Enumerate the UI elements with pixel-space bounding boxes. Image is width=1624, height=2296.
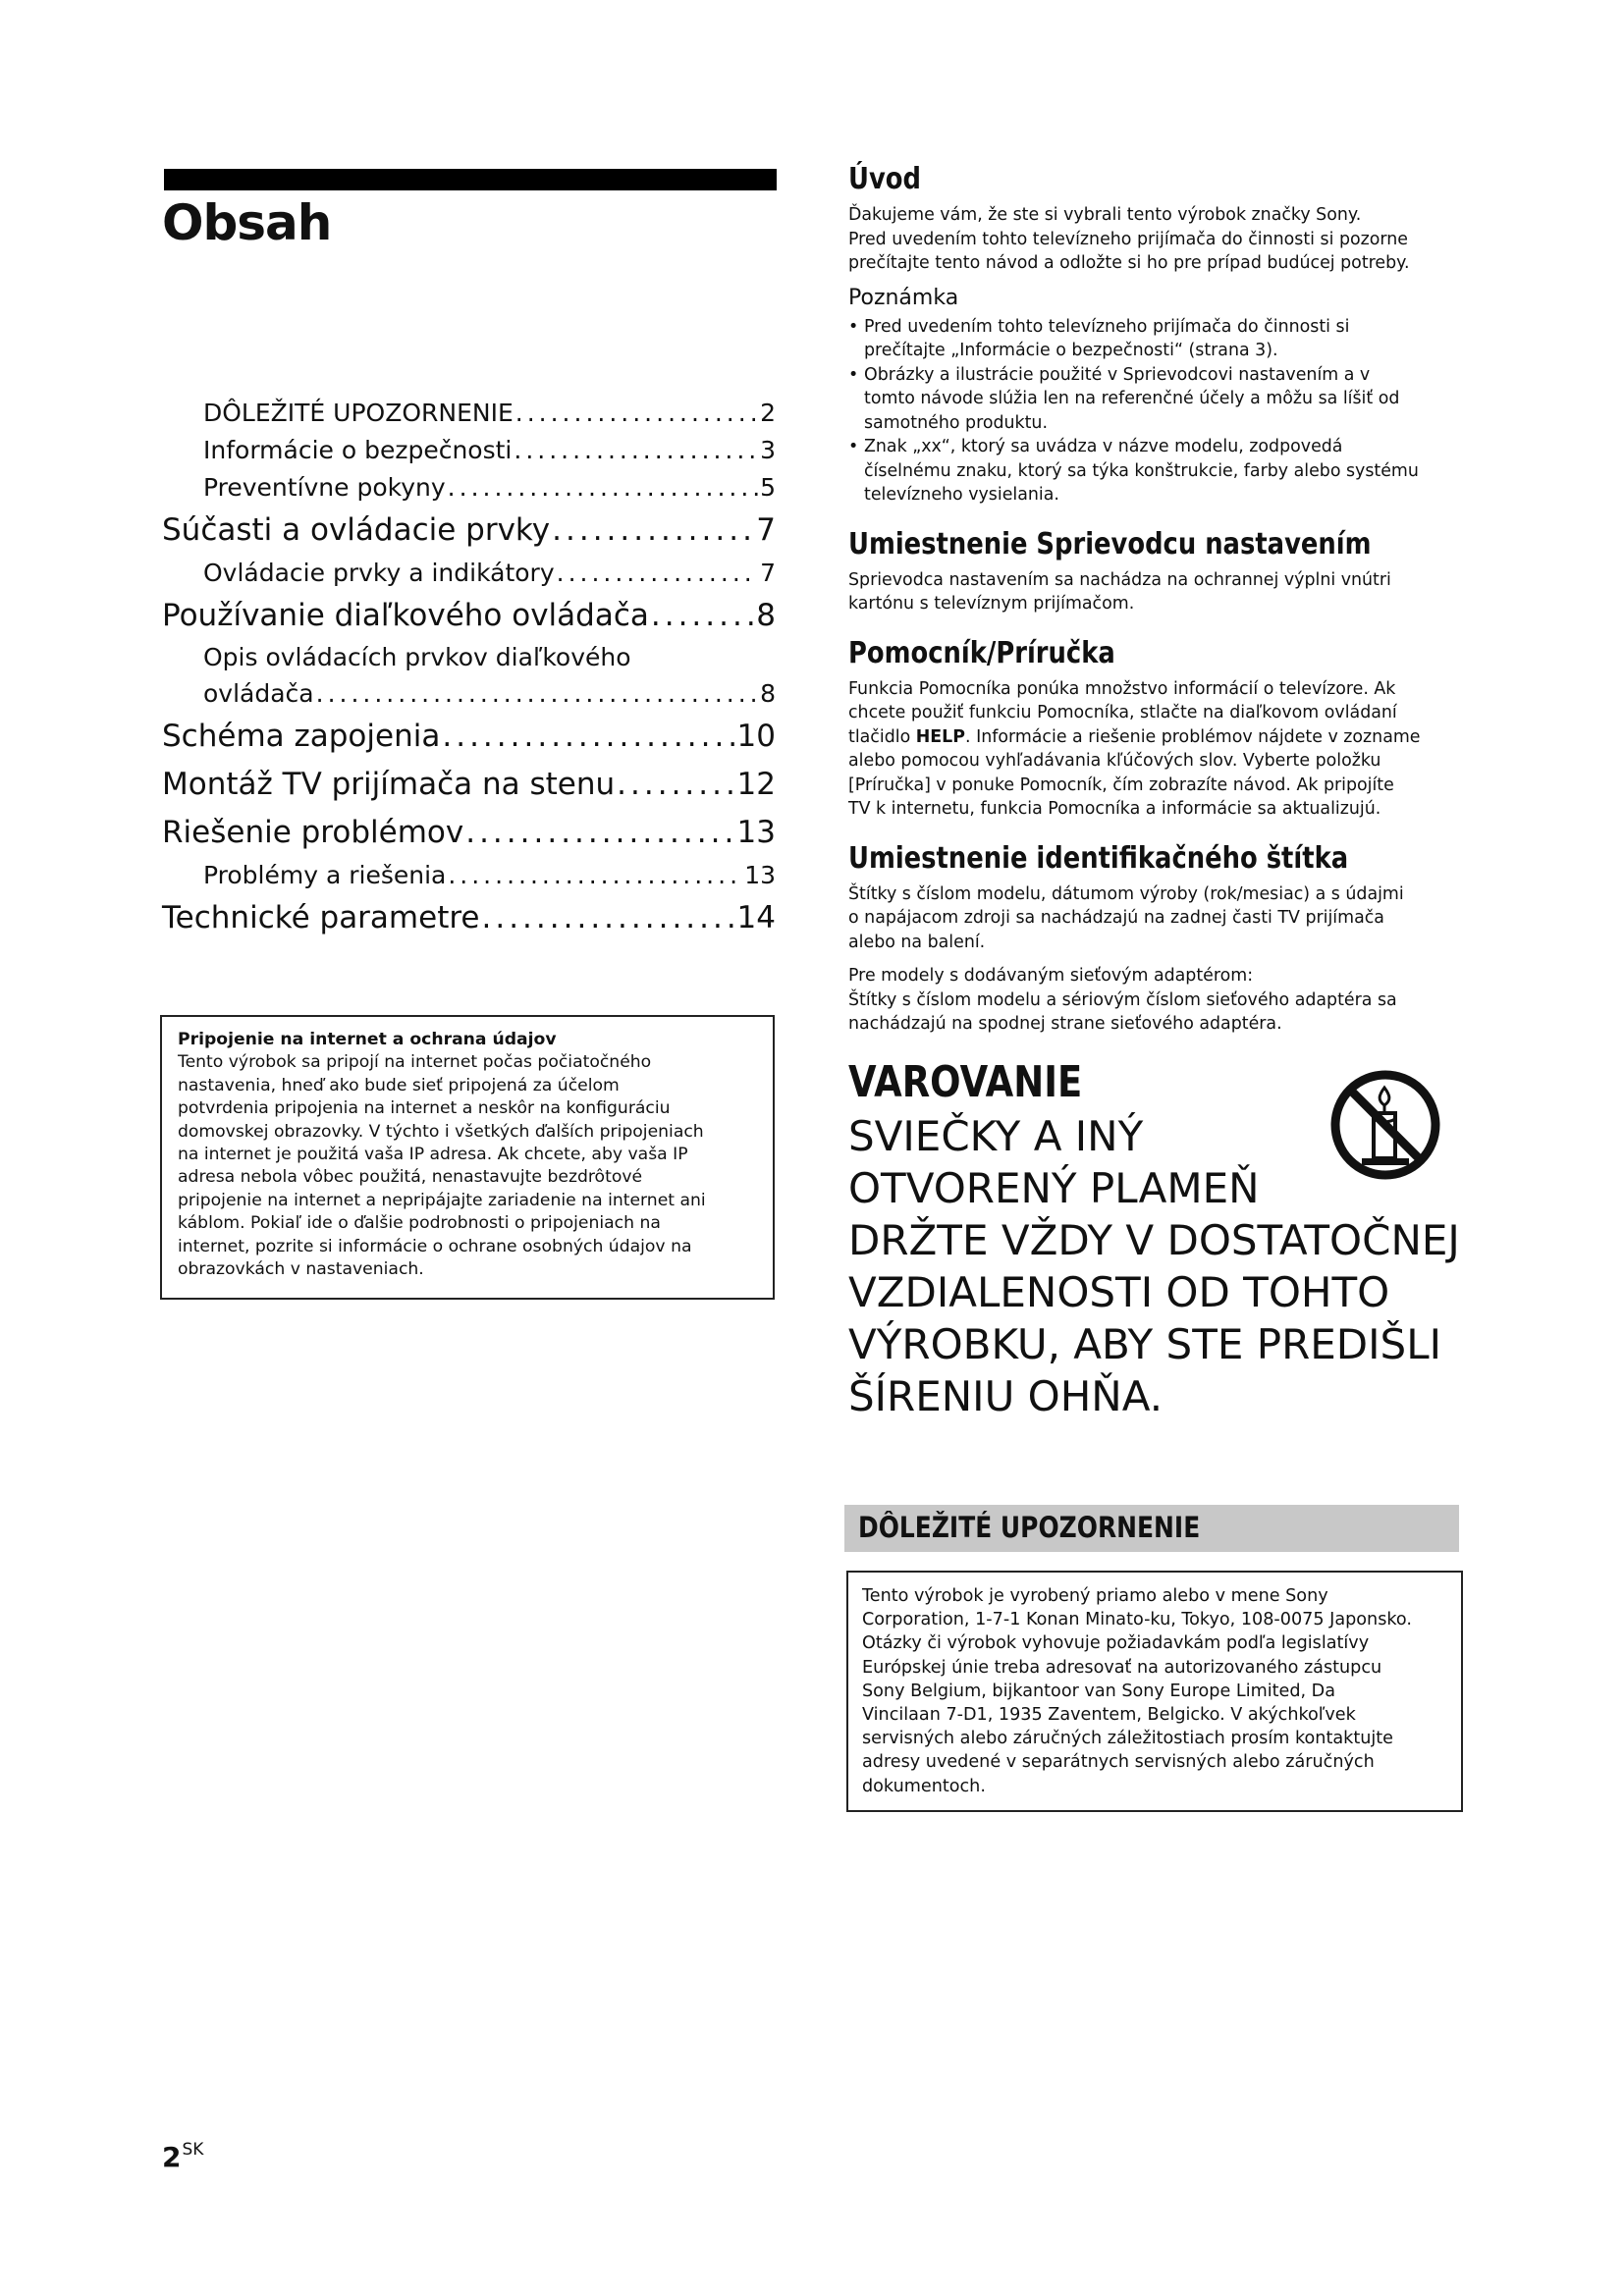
no-candle-icon: [1330, 1070, 1440, 1180]
toc-entry-label: Schéma zapojenia: [162, 719, 441, 754]
toc-entry-label: Preventívne pokyny: [203, 473, 446, 502]
warning-line: DRŽTE VŽDY V DOSTATOČNEJ: [848, 1216, 1460, 1264]
internet-privacy-line: internet, pozrite si informácie o ochrane osobných údajov na: [178, 1236, 692, 1256]
toc-entry[interactable]: [162, 507, 776, 555]
label-line: alebo na balení.: [848, 932, 986, 952]
internet-privacy-line: Tento výrobok sa pripojí na internet počas počiatočného: [178, 1052, 652, 1073]
toc-entry-label: Súčasti a ovládacie prvky: [162, 512, 551, 548]
note-heading: Poznámka: [848, 285, 959, 310]
toc-entry[interactable]: [162, 432, 776, 469]
right-column: [848, 160, 1467, 1037]
toc-leader-dots: [482, 894, 735, 942]
toc-entry[interactable]: [162, 469, 776, 507]
internet-privacy-line: nastavenia, hneď ako bude sieť pripojená za účelom: [178, 1075, 620, 1095]
toc-entry[interactable]: [162, 640, 776, 675]
toc-entry-page: 5: [760, 473, 776, 502]
important-notice-line: Otázky či výrobok vyhovuje požiadavkám podľa legislatívy: [862, 1633, 1370, 1654]
internet-privacy-line: pripojenie na internet a nepripájajte zariadenie na internet ani: [178, 1190, 706, 1210]
internet-privacy-line: káblom. Pokiaľ ide o ďalšie podrobnosti o pripojeniach na: [178, 1213, 661, 1234]
setup-guide-line: Sprievodca nastavením sa nachádza na ochrannej výplni vnútri: [848, 569, 1391, 590]
toc-entry[interactable]: [162, 395, 776, 432]
intro-line: Ďakujeme vám, že ste si vybrali tento výrobok značky Sony.: [848, 205, 1362, 225]
toc-leader-dots: [514, 432, 758, 469]
internet-privacy-line: obrazovkách v nastaveniach.: [178, 1259, 424, 1280]
setup-guide-heading: Umiestnenie Sprievodcu nastavením: [848, 526, 1372, 561]
toc-entry-label: Montáž TV prijímača na stenu: [162, 767, 616, 802]
notes-list: [848, 315, 1467, 507]
toc-leader-dots: [617, 761, 734, 809]
important-notice-line: adresy uvedené v separátnych servisných alebo záručných: [862, 1752, 1375, 1773]
help-line: Funkcia Pomocníka ponúka množstvo informácií o televízore. Ak: [848, 678, 1396, 699]
page-number: $2^{SK}$: [162, 2140, 204, 2173]
toc-entry-label: Problémy a riešenia: [203, 861, 447, 889]
page-title: Obsah: [162, 194, 332, 251]
toc-leader-dots: [557, 555, 758, 592]
internet-privacy-box: [160, 1015, 775, 1300]
note-item: [848, 315, 1467, 363]
intro-heading: Úvod: [848, 162, 921, 196]
help-line: chcete použiť funkciu Pomocníka, stlačte na diaľkovom ovládaní: [848, 703, 1397, 722]
important-notice-line: Tento výrobok je vyrobený priamo alebo v mene Sony: [862, 1586, 1328, 1606]
label-line: Štítky s číslom modelu, dátumom výroby (rok/mesiac) a s údajmi: [848, 883, 1404, 904]
help-line: [Príručka] v ponuke Pomocník, čím zobrazíte návod. Ak pripojíte: [848, 774, 1394, 795]
toc-entry-label: Používanie diaľkového ovládača: [162, 598, 649, 633]
internet-privacy-line: adresa nebola vôbec použitá, nenastavujte bezdrôtové: [178, 1167, 643, 1188]
important-notice-header: [844, 1505, 1459, 1552]
setup-guide-text: [848, 568, 1467, 616]
adapter-label-text: [848, 964, 1467, 1037]
toc-entry[interactable]: [162, 675, 776, 713]
warning-line: VÝROBKU, ABY STE PREDIŠLI: [848, 1320, 1441, 1368]
note-line: tomto návode slúžia len na referenčné účely a môžu sa líšiť od: [864, 389, 1400, 408]
toc-leader-dots: [465, 809, 734, 857]
important-notice-box: [846, 1571, 1463, 1812]
toc-leader-dots: [442, 713, 734, 761]
warning-line: OTVORENÝ PLAMEŇ: [848, 1164, 1260, 1212]
toc-entry-page: 7: [760, 559, 776, 587]
toc-entry-label: ovládača: [203, 679, 314, 708]
toc-entry-page: 14: [736, 900, 776, 935]
note-line: • Znak „xx“, ktorý sa uvádza v názve modelu, zodpovedá: [864, 437, 1343, 456]
internet-privacy-line: na internet je použitá vaša IP adresa. Ak chcete, aby vaša IP: [178, 1145, 688, 1165]
note-line: číselnému znaku, ktorý sa týka konštrukcie, farby alebo systému: [864, 460, 1419, 481]
toc-entry[interactable]: [162, 857, 776, 894]
note-line: • Obrázky a ilustrácie použité v Sprievodcovi nastavením a v: [864, 364, 1371, 385]
important-notice-line: servisných alebo záručných záležitostiach prosím kontaktujte: [862, 1729, 1393, 1749]
help-line: TV k internetu, funkcia Pomocníka a informácie sa aktualizujú.: [848, 799, 1381, 819]
note-item: [848, 363, 1467, 436]
intro-line: prečítajte tento návod a odložte si ho pre prípad budúcej potreby.: [848, 253, 1410, 273]
toc-entry[interactable]: [162, 894, 776, 942]
help-line: alebo pomocou vyhľadávania kľúčových slov. Vyberte položku: [848, 751, 1381, 771]
toc-entry-page: 8: [760, 679, 776, 708]
toc-entry[interactable]: [162, 761, 776, 809]
label-line: o napájacom zdroji sa nachádzajú na zadnej časti TV prijímača: [848, 908, 1384, 928]
intro-text: [848, 203, 1467, 276]
important-notice-line: Európskej únie treba adresovať na autorizovaného zástupcu: [862, 1657, 1382, 1678]
intro-line: Pred uvedením tohto televízneho prijímača do činnosti si pozorne: [848, 229, 1408, 249]
toc-leader-dots: [316, 675, 758, 713]
note-line: prečítajte „Informácie o bezpečnosti“ (strana 3).: [864, 341, 1278, 360]
toc-entry-page: 3: [760, 436, 776, 464]
toc-entry-label: Informácie o bezpečnosti: [203, 436, 513, 464]
label-text: [848, 882, 1467, 955]
toc-leader-dots: [448, 469, 758, 507]
table-of-contents: [162, 395, 776, 942]
important-notice-heading: DÔLEŽITÉ UPOZORNENIE: [858, 1511, 1201, 1544]
toc-entry-page: 2: [760, 399, 776, 427]
toc-entry-label: DÔLEŽITÉ UPOZORNENIE: [203, 399, 514, 427]
toc-entry[interactable]: [162, 809, 776, 857]
warning-line: ŠÍRENIU OHŇA.: [848, 1372, 1164, 1420]
warning-line: VZDIALENOSTI OD TOHTO: [848, 1268, 1390, 1316]
note-line: samotného produktu.: [864, 412, 1048, 433]
important-notice-line: dokumentoch.: [862, 1776, 986, 1796]
adapter-label-line: nachádzajú na spodnej strane sieťového adaptéra.: [848, 1014, 1282, 1034]
note-line: televízneho vysielania.: [864, 485, 1059, 505]
setup-guide-line: kartónu s televíznym prijímačom.: [848, 594, 1135, 614]
toc-entry-page: 10: [736, 719, 776, 754]
adapter-label-line: Pre modely s dodávaným sieťovým adaptérom:: [848, 966, 1254, 986]
internet-privacy-title: Pripojenie na internet a ochrana údajov: [178, 1030, 557, 1049]
toc-entry-label: Opis ovládacích prvkov diaľkového: [203, 643, 631, 671]
toc-entry-page: 13: [744, 861, 776, 889]
help-text: [848, 677, 1467, 822]
toc-entry-page: 12: [736, 767, 776, 802]
important-notice-line: Corporation, 1-7-1 Konan Minato-ku, Tokyo, 108-0075 Japonsko.: [862, 1610, 1412, 1630]
warning-line: SVIEČKY A INÝ: [848, 1112, 1144, 1160]
label-heading: Umiestnenie identifikačného štítka: [848, 840, 1349, 876]
toc-entry-label: Technické parametre: [162, 900, 480, 935]
internet-privacy-line: domovskej obrazovky. V týchto i všetkých ďalších pripojeniach: [178, 1121, 704, 1142]
toc-entry-page: 7: [756, 512, 776, 548]
toc-entry[interactable]: [162, 592, 776, 640]
toc-entry[interactable]: [162, 713, 776, 761]
adapter-label-line: Štítky s číslom modelu a sériovým číslom sieťového adaptéra sa: [848, 989, 1397, 1010]
toc-leader-dots: [515, 395, 758, 432]
toc-entry-page: 13: [736, 815, 776, 850]
toc-leader-dots: [448, 857, 742, 894]
title-bar: [164, 169, 777, 190]
help-line: tlačidlo HELP. Informácie a riešenie problémov nájdete v zozname: [848, 726, 1421, 747]
internet-privacy-text: [178, 1051, 757, 1281]
toc-entry[interactable]: [162, 555, 776, 592]
toc-leader-dots: [552, 507, 754, 555]
important-notice-line: Vincilaan 7-D1, 1935 Zaventem, Belgicko. V akýchkoľvek: [862, 1705, 1356, 1726]
toc-entry-page: 8: [756, 598, 776, 633]
note-line: • Pred uvedením tohto televízneho prijímača do činnosti si: [864, 316, 1350, 337]
help-heading: Pomocník/Príručka: [848, 635, 1115, 670]
important-notice-line: Sony Belgium, bijkantoor van Sony Europe Limited, Da: [862, 1681, 1336, 1701]
note-item: [848, 435, 1467, 507]
toc-leader-dots: [651, 592, 754, 640]
warning-heading: VAROVANIE: [848, 1057, 1083, 1107]
internet-privacy-line: potvrdenia pripojenia na internet a neskôr na konfiguráciu: [178, 1098, 671, 1119]
toc-entry-label: Ovládacie prvky a indikátory: [203, 559, 555, 587]
toc-entry-label: Riešenie problémov: [162, 815, 464, 850]
